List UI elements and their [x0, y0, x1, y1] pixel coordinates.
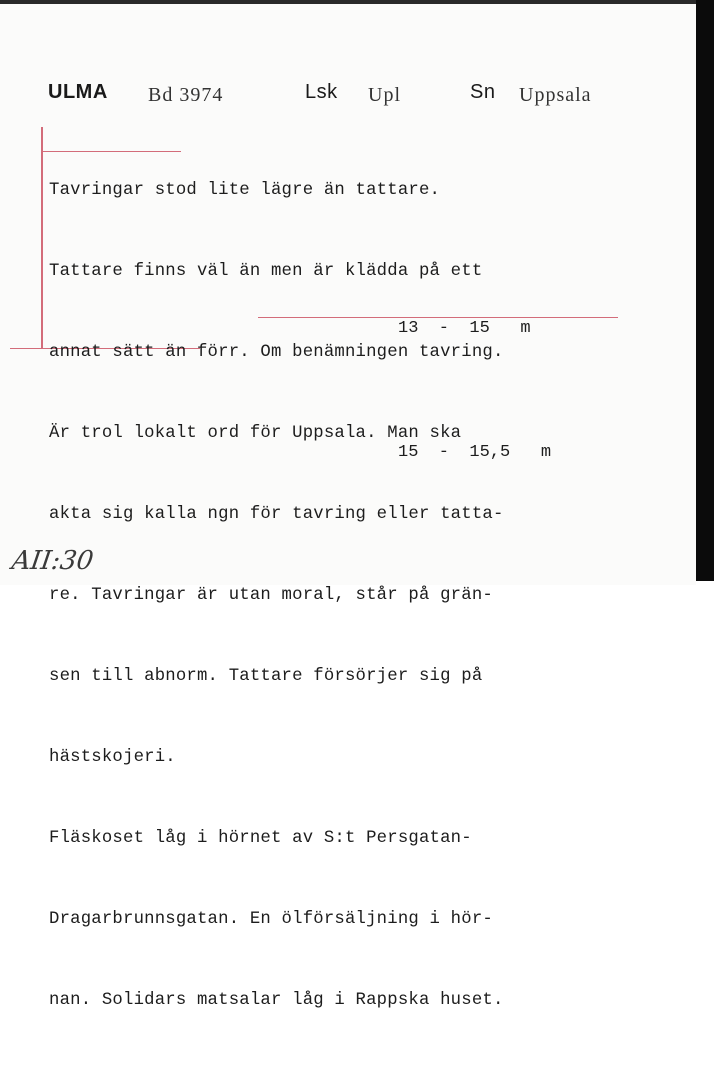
card-text — [49, 123, 659, 1068]
text-line: Fläskoset låg i hörnet av S:t Persgatan- — [49, 829, 472, 848]
measurement-2: 15 - 15,5 m — [398, 443, 552, 462]
lsk-value: Upl — [368, 84, 401, 106]
text-line: Dragarbrunnsgatan. En ölförsäljning i hör- — [49, 910, 493, 929]
text-line: akta sig kalla ngn för tavring eller tatta- — [49, 505, 504, 524]
text-line: Tavringar stod lite lägre än tattare. — [49, 181, 441, 200]
lsk-label: Lsk — [305, 81, 338, 103]
sn-value: Uppsala — [519, 84, 592, 106]
text-line: hästskojeri. — [49, 748, 176, 767]
margin-line — [41, 127, 43, 349]
sn-label: Sn — [470, 81, 496, 103]
text-line: sen till abnorm. Tattare försörjer sig på — [49, 667, 483, 686]
card-header — [48, 81, 668, 111]
text-line: Är trol lokalt ord för Uppsala. Man ska — [49, 424, 462, 443]
handwritten-signature: AII:30 — [9, 546, 96, 576]
text-line: annat sätt än förr. Om benämningen tavring. — [49, 343, 504, 362]
archive-label: ULMA — [48, 81, 108, 103]
scan-edge — [696, 0, 714, 581]
text-line: re. Tavringar är utan moral, står på grän- — [49, 586, 493, 605]
measurement-1: 13 - 15 m — [398, 319, 531, 338]
text-line: Tattare finns väl än men är klädda på ett — [49, 262, 483, 281]
bd-value: Bd 3974 — [148, 84, 224, 106]
text-line: nan. Solidars matsalar låg i Rappska huset. — [49, 991, 504, 1010]
